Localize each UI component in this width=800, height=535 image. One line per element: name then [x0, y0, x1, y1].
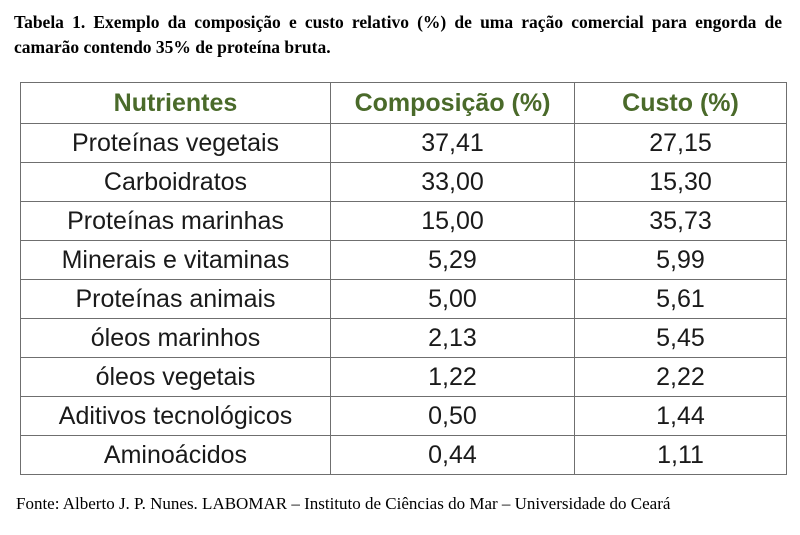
- cell-nutrient: Proteínas animais: [21, 279, 331, 318]
- cell-cost: 1,44: [575, 396, 787, 435]
- cell-composition: 1,22: [331, 357, 575, 396]
- table-row: [21, 201, 787, 240]
- cell-nutrient: Aditivos tecnológicos: [21, 396, 331, 435]
- cell-nutrient: Proteínas vegetais: [21, 123, 331, 162]
- cell-composition: 33,00: [331, 162, 575, 201]
- caption-label: Tabela 1.: [14, 12, 86, 32]
- caption-text: Exemplo da composição e custo relativo (%) de uma ração comercial para engorda de camarão contendo 35% de proteína bruta.: [14, 12, 782, 57]
- cell-composition: 5,00: [331, 279, 575, 318]
- cell-composition: 15,00: [331, 201, 575, 240]
- table-container: [20, 82, 786, 475]
- table-header: [21, 82, 787, 123]
- cell-cost: 5,99: [575, 240, 787, 279]
- cell-composition: 5,29: [331, 240, 575, 279]
- cell-cost: 35,73: [575, 201, 787, 240]
- cell-nutrient: Aminoácidos: [21, 435, 331, 474]
- cell-composition: 0,50: [331, 396, 575, 435]
- cell-nutrient: Carboidratos: [21, 162, 331, 201]
- table-row: [21, 279, 787, 318]
- table-row: [21, 435, 787, 474]
- column-header-composicao: Composição (%): [331, 82, 575, 123]
- table-row: [21, 318, 787, 357]
- source-note: Fonte: Alberto J. P. Nunes. LABOMAR – Instituto de Ciências do Mar – Universidade do Ceará: [16, 493, 671, 513]
- column-header-nutrientes: Nutrientes: [21, 82, 331, 123]
- table-row: [21, 123, 787, 162]
- cell-cost: 27,15: [575, 123, 787, 162]
- cell-cost: 5,45: [575, 318, 787, 357]
- column-header-custo: Custo (%): [575, 82, 787, 123]
- cell-nutrient: óleos vegetais: [21, 357, 331, 396]
- table-header-row: [21, 82, 787, 123]
- table-caption: [14, 10, 782, 60]
- table-row: [21, 357, 787, 396]
- nutrient-composition-table: [20, 82, 787, 475]
- cell-nutrient: Proteínas marinhas: [21, 201, 331, 240]
- table-body: [21, 123, 787, 474]
- cell-nutrient: Minerais e vitaminas: [21, 240, 331, 279]
- table-row: [21, 162, 787, 201]
- cell-composition: 37,41: [331, 123, 575, 162]
- cell-cost: 15,30: [575, 162, 787, 201]
- table-row: [21, 240, 787, 279]
- cell-cost: 1,11: [575, 435, 787, 474]
- cell-cost: 2,22: [575, 357, 787, 396]
- cell-composition: 2,13: [331, 318, 575, 357]
- cell-composition: 0,44: [331, 435, 575, 474]
- table-row: [21, 396, 787, 435]
- cell-nutrient: óleos marinhos: [21, 318, 331, 357]
- cell-cost: 5,61: [575, 279, 787, 318]
